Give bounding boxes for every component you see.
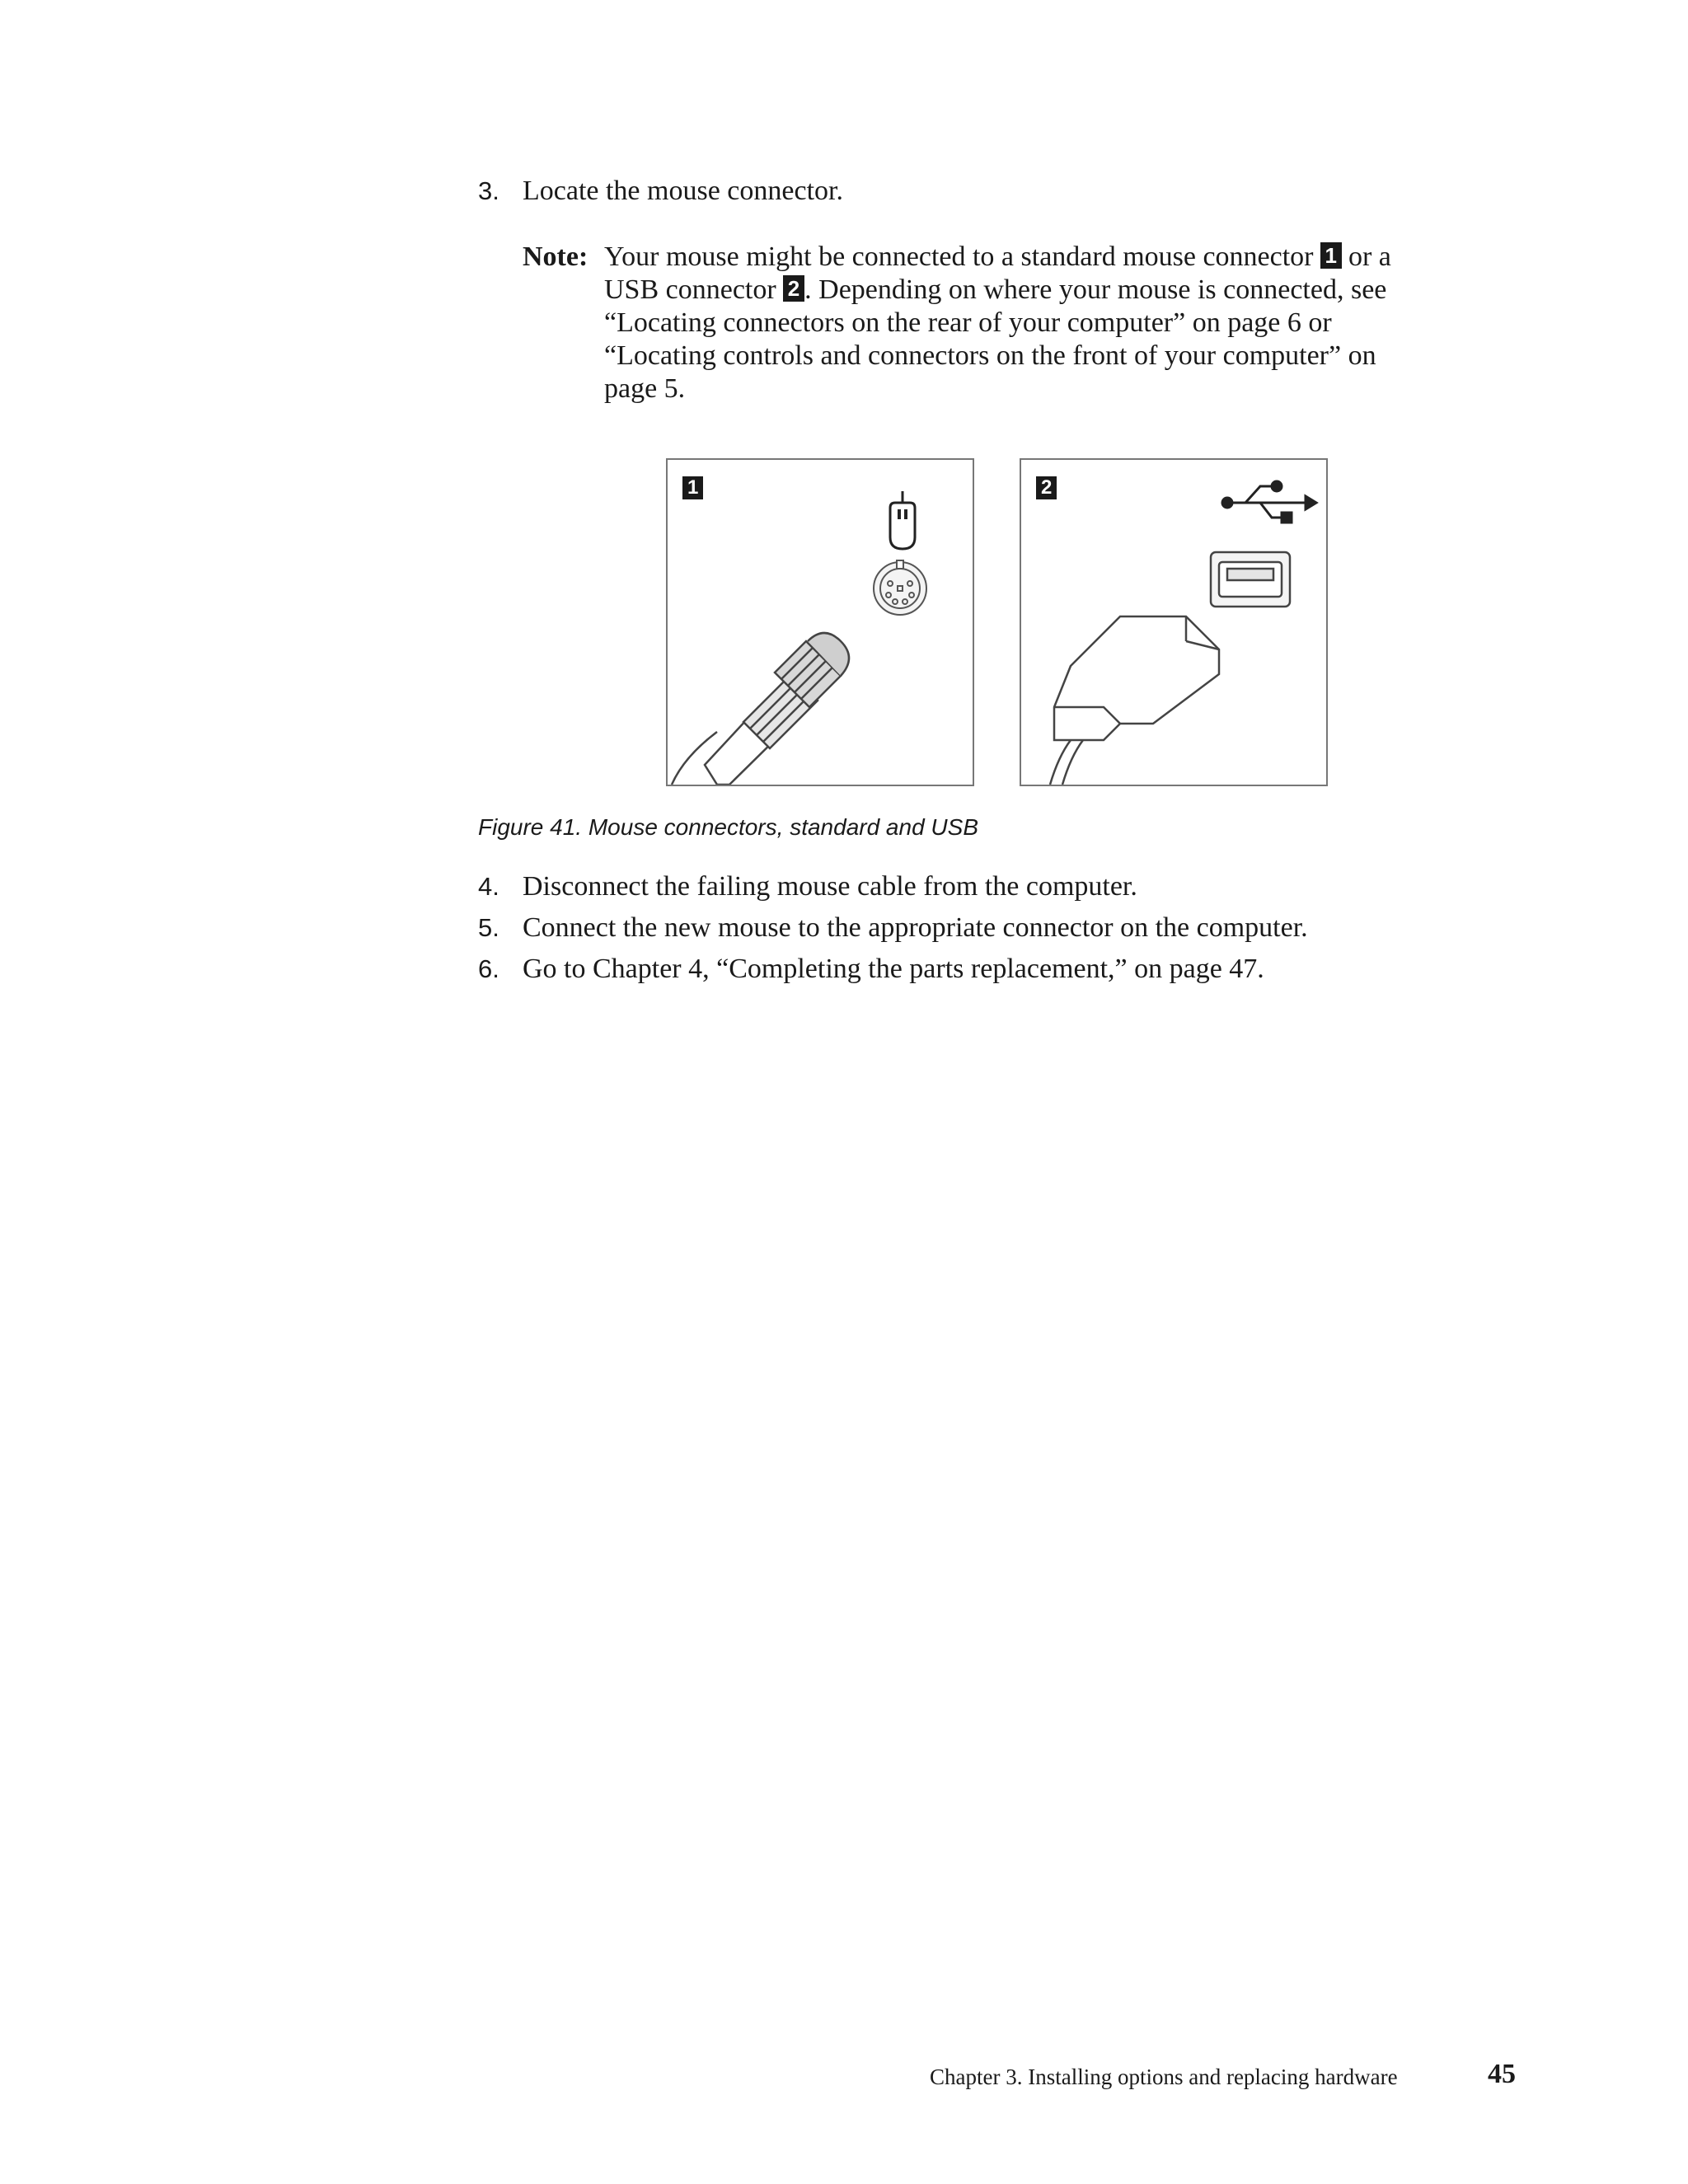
note-line-1 (604, 241, 1391, 274)
figure-panel-usb (1020, 458, 1328, 786)
step-5-number: 5. (478, 913, 499, 942)
panel-2-callout: 2 (1036, 476, 1057, 499)
step-3-number: 3. (478, 176, 499, 205)
step-6-number: 6. (478, 954, 499, 983)
ps2-port-icon (874, 560, 926, 615)
page-number: 45 (1488, 2059, 1516, 2089)
footer-chapter: Chapter 3. Installing options and replacing hardware (930, 2064, 1398, 2089)
usb-port-icon (1211, 552, 1290, 607)
figure-caption: Figure 41. Mouse connectors, standard and USB (478, 814, 979, 840)
step-4-number: 4. (478, 872, 499, 901)
note-label: Note: (523, 241, 588, 272)
step-5-text: Connect the new mouse to the appropriate connector on the computer. (523, 912, 1308, 943)
figure-panel-standard (666, 458, 974, 786)
standard-connector-illustration (668, 460, 973, 785)
usb-icon (1222, 481, 1316, 523)
panel-1-callout: 1 (682, 476, 703, 499)
note-line-4: “Locating controls and connectors on the front of your computer” on (604, 340, 1376, 371)
note-line-2-text: USB connector (604, 274, 776, 305)
note-line-2-end: . Depending on where your mouse is connected, see (804, 274, 1387, 305)
note-line-1-text: Your mouse might be connected to a standard mouse connector (604, 241, 1314, 272)
note-line-5: page 5. (604, 373, 686, 404)
mouse-icon (890, 491, 915, 549)
step-4-text: Disconnect the failing mouse cable from the computer. (523, 871, 1137, 902)
step-6-text: Go to Chapter 4, “Completing the parts replacement,” on page 47. (523, 954, 1264, 984)
ps2-plug-icon (672, 633, 849, 785)
callout-1: 1 (1320, 242, 1342, 269)
note-line-2 (604, 274, 1386, 307)
callout-2: 2 (783, 275, 804, 302)
step-3-text: Locate the mouse connector. (523, 176, 843, 206)
note-line-3: “Locating connectors on the rear of your computer” on page 6 or (604, 307, 1332, 338)
usb-connector-illustration (1021, 460, 1326, 785)
note-line-1-end: or a (1348, 241, 1391, 272)
usb-plug-icon (1050, 616, 1219, 785)
